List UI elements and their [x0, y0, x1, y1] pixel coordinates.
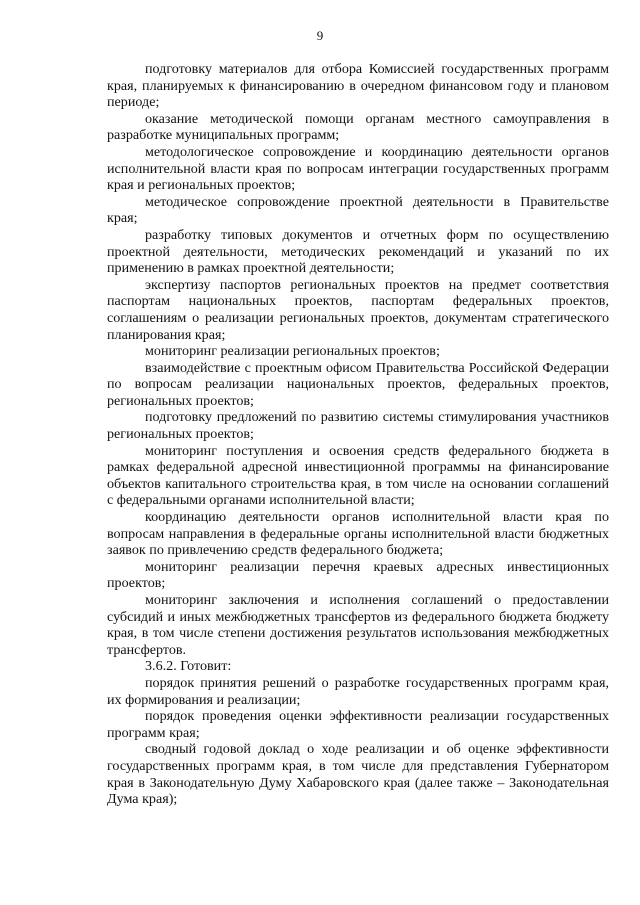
paragraph: координацию деятельности органов исполнительной власти края по вопросам направления в федеральные органы исполнительной власти бюджетных заявок по привлечению средств федерального бюджета; [107, 509, 609, 559]
page-number: 9 [316, 28, 324, 43]
paragraph: взаимодействие с проектным офисом Правительства Российской Федерации по вопросам реализации национальных проектов, федеральных проектов, региональных проектов; [107, 359, 609, 409]
section-heading: 3.6.2. Готовит: [145, 658, 232, 675]
paragraph: порядок проведения оценки эффективности реализации государственных программ края; [107, 708, 609, 741]
paragraph: порядок принятия решений о разработке государственных программ края, их формирования и реализации; [107, 674, 609, 708]
document-body [107, 61, 609, 808]
paragraph: методическое сопровождение проектной деятельности в Правительстве края; [107, 193, 609, 227]
paragraph: разработку типовых документов и отчетных форм по осуществлению проектной деятельности, методических рекомендаций и указаний по их применению в рамках проектной деятельности; [107, 226, 609, 277]
paragraph: подготовку материалов для отбора Комиссией государственных программ края, планируемых к финансированию в очередном финансовом году и плановом периоде; [107, 61, 609, 111]
paragraph: мониторинг заключения и исполнения соглашений о предоставлении субсидий и иных межбюджетных трансфертов из федерального бюджета бюджету края, в том числе степени достижения результатов использования межбюджетных трансфертов. [107, 592, 609, 658]
paragraph: сводный годовой доклад о ходе реализации и об оценке эффективности государственных программ края, в том числе для представления Губернатором края в Законодательную Думу Хабаровского края (далее также – Законодательная Дума края); [107, 741, 609, 808]
paragraph: подготовку предложений по развитию системы стимулирования участников региональных проектов; [107, 409, 609, 443]
paragraph: мониторинг поступления и освоения средств федерального бюджета в рамках федеральной адресной инвестиционной программы на финансирование объектов капитального строительства края, в том числе на основании соглашений с федеральными органами исполнительной власти; [107, 442, 609, 509]
paragraph: методологическое сопровождение и координацию деятельности органов исполнительной власти края по вопросам интеграции государственных программ края и региональных проектов; [107, 143, 609, 194]
paragraph: мониторинг реализации региональных проектов; [145, 343, 440, 360]
paragraph: экспертизу паспортов региональных проектов на предмет соответствия паспортам национальных проектов, паспортам федеральных проектов, соглашениям о реализации региональных проектов, документам стратегического планирования края; [107, 276, 609, 343]
paragraph: мониторинг реализации перечня краевых адресных инвестиционных проектов; [107, 558, 609, 592]
paragraph: оказание методической помощи органам местного самоуправления в разработке муниципальных программ; [107, 110, 609, 144]
